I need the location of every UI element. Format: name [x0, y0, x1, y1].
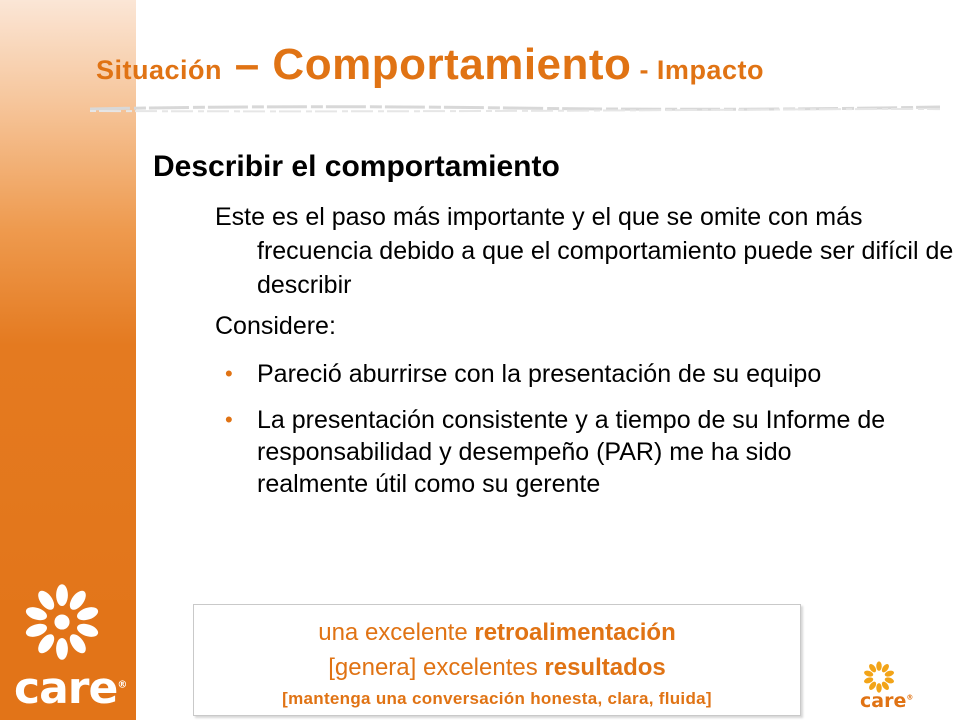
bullet-text: La presentación consistente y a tiempo de su Informe de responsabilidad y desempeño (PAR) me ha sido realmente útil como su gerente — [257, 406, 886, 498]
care-wordmark: care® — [14, 663, 127, 714]
section-heading: Describir el comportamiento — [153, 150, 560, 183]
care-sun-icon — [862, 660, 896, 694]
title-brush-rule — [90, 102, 940, 116]
care-sun-icon — [20, 580, 104, 664]
bullet-dot-icon: • — [225, 361, 233, 386]
title-part-impacto: - Impacto — [631, 55, 764, 85]
quote-line-3: [mantenga una conversación honesta, clara, fluida] — [282, 689, 712, 708]
bullet-list — [225, 358, 925, 514]
title-part-comportamiento: – Comportamiento — [222, 40, 632, 89]
care-wordmark-small: care® — [860, 690, 914, 712]
list-item — [225, 358, 897, 390]
quote-line-2: [genera] excelentes resultados — [328, 654, 666, 681]
care-logo-left — [14, 580, 127, 714]
bullet-dot-icon: • — [225, 407, 233, 432]
consider-label: Considere: — [215, 312, 336, 340]
slide-title — [96, 40, 764, 90]
title-part-situacion: Situación — [96, 55, 223, 85]
key-message-box — [193, 604, 801, 716]
list-item — [225, 404, 897, 500]
bullet-text: Pareció aburrirse con la presentación de su equipo — [257, 360, 822, 388]
care-logo-right — [840, 660, 930, 715]
quote-line-1: una excelente retroalimentación — [318, 619, 676, 646]
intro-paragraph: Este es el paso más importante y el que se omite con más frecuencia debido a que el comportamiento puede ser difícil de describir — [215, 203, 954, 299]
